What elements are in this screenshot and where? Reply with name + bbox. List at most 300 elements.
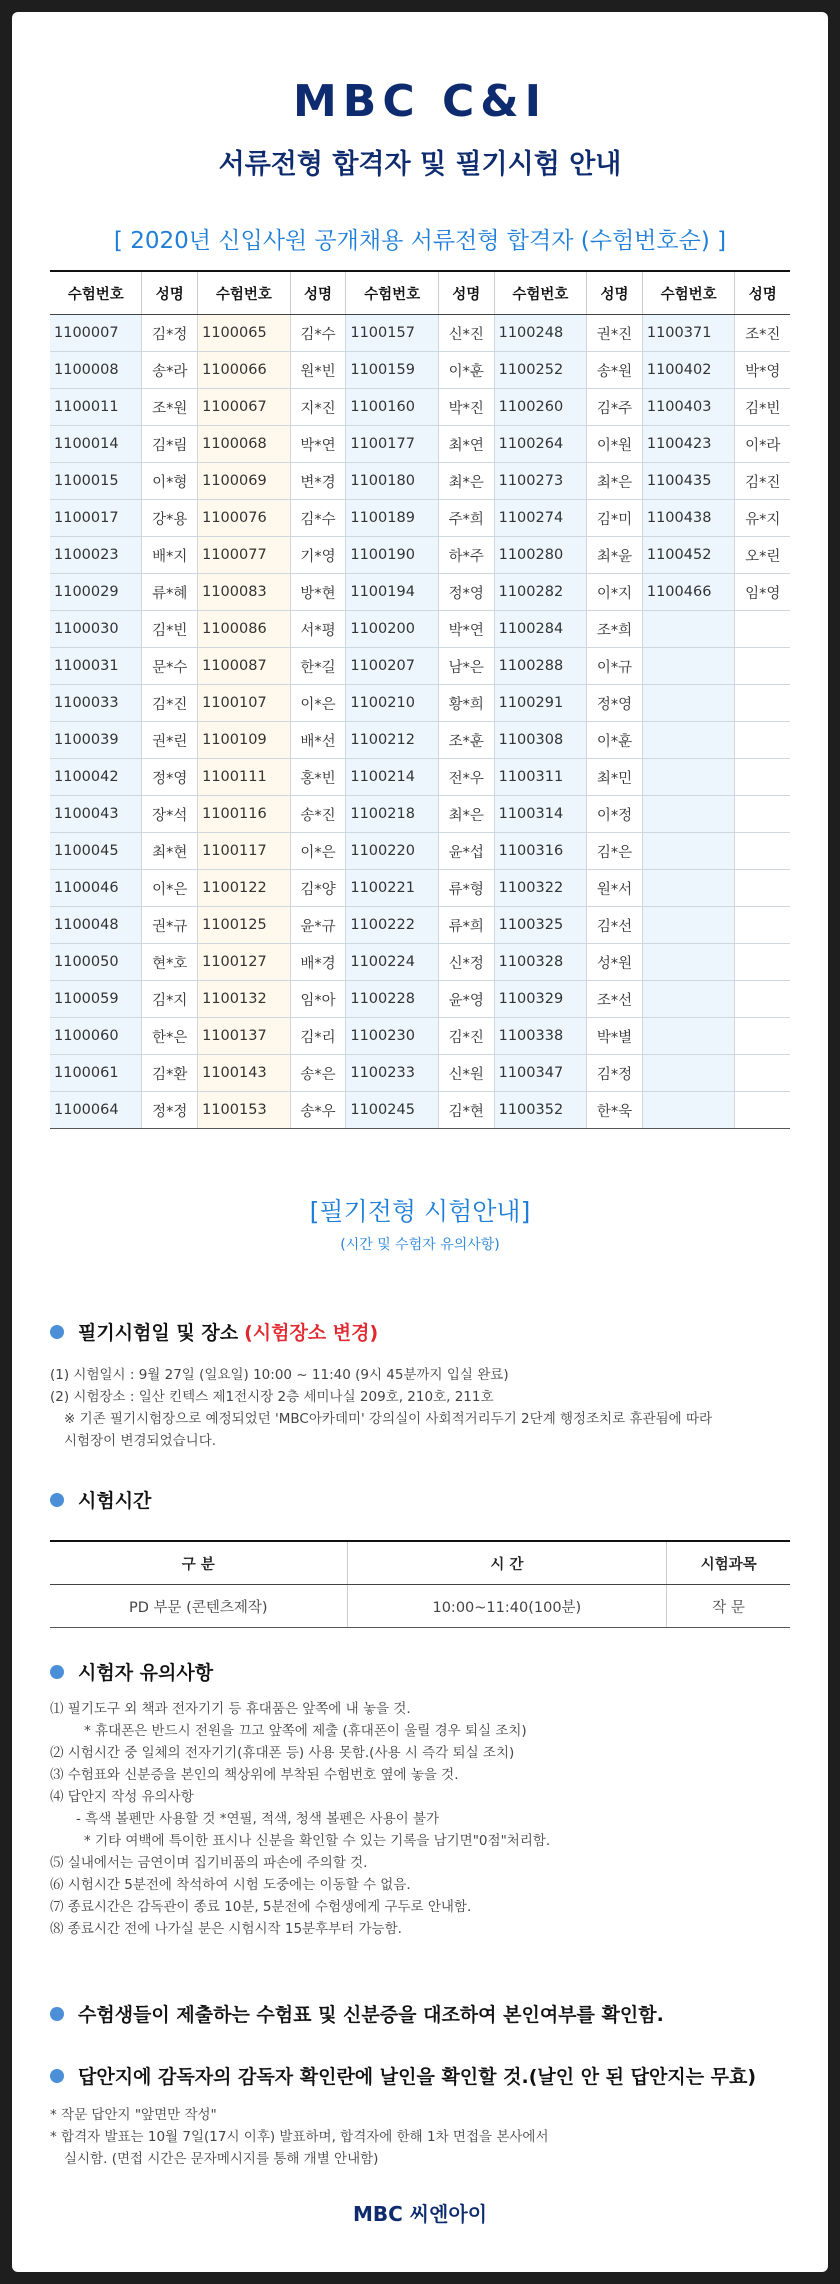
exam-number-cell: 1100423 [642, 426, 735, 463]
exam-number-cell: 1100245 [346, 1092, 439, 1129]
note-line: * 휴대폰은 반드시 전원을 끄고 앞쪽에 제출 (휴대폰이 울릴 경우 퇴실 조치) [84, 1723, 527, 1739]
name-cell: 송*라 [142, 352, 198, 389]
name-cell: 오*린 [735, 537, 790, 574]
exam-number-cell: 1100403 [642, 389, 735, 426]
bullet-icon [50, 1665, 64, 1679]
note-line: ⑷ 답안지 작성 유의사항 [50, 1789, 194, 1805]
name-cell: 김*빈 [735, 389, 790, 426]
name-cell: 윤*섭 [438, 833, 494, 870]
name-cell: 조*훈 [438, 722, 494, 759]
exam-number-cell: 1100190 [346, 537, 439, 574]
exam-number-cell: 1100067 [198, 389, 291, 426]
exam-number-cell: 1100043 [50, 796, 142, 833]
note-line: ⑵ 시험시간 중 일체의 전자기기(휴대폰 등) 사용 못함.(사용 시 즉각 퇴실 조치) [50, 1745, 515, 1761]
exam-number-cell: 1100153 [198, 1092, 291, 1129]
exam-number-cell: 1100064 [50, 1092, 142, 1129]
table-row [50, 648, 790, 685]
exam-number-cell: 1100107 [198, 685, 291, 722]
name-cell: 류*희 [438, 907, 494, 944]
name-cell: 서*평 [290, 611, 346, 648]
name-cell: 문*수 [142, 648, 198, 685]
roster-title: [ 2020년 신입사원 공개채용 서류전형 합격자 (수험번호순) ] [113, 228, 727, 254]
exam-number-cell: 1100207 [346, 648, 439, 685]
exam-number-cell: 1100260 [494, 389, 587, 426]
table-row [50, 833, 790, 870]
exam-number-cell: 1100329 [494, 981, 587, 1018]
name-cell: 이*훈 [587, 722, 643, 759]
exam-number-cell: 1100137 [198, 1018, 291, 1055]
exam-number-cell [642, 722, 735, 759]
name-cell [735, 1055, 790, 1092]
note-line: 실시함. (면접 시간은 문자메시지를 통해 개별 안내함) [64, 2151, 379, 2167]
exam-number-cell [642, 685, 735, 722]
exam-number-cell [642, 870, 735, 907]
note-line: ⑹ 시험시간 5분전에 착석하여 시험 도중에는 이동할 수 없음. [50, 1877, 411, 1893]
name-cell: 김*진 [735, 463, 790, 500]
exam-number-cell [642, 1055, 735, 1092]
exam-number-cell: 1100065 [198, 315, 291, 352]
exam-number-cell: 1100077 [198, 537, 291, 574]
exam-number-cell: 1100252 [494, 352, 587, 389]
name-cell: 박*연 [290, 426, 346, 463]
exam-number-cell: 1100282 [494, 574, 587, 611]
exam-number-cell: 1100316 [494, 833, 587, 870]
page-title: 서류전형 합격자 및 필기시험 안내 [218, 149, 622, 180]
exam-number-cell: 1100125 [198, 907, 291, 944]
notice-card [12, 12, 828, 2272]
exam-number-cell: 1100015 [50, 463, 142, 500]
exam-place-details [50, 1364, 790, 1452]
exam-number-cell: 1100033 [50, 685, 142, 722]
name-cell: 조*희 [587, 611, 643, 648]
exam-number-cell: 1100291 [494, 685, 587, 722]
note-line: ⑶ 수험표와 신분증을 본인의 책상위에 부착된 수험번호 옆에 놓을 것. [50, 1767, 459, 1783]
exam-number-cell: 1100042 [50, 759, 142, 796]
name-cell: 류*형 [438, 870, 494, 907]
name-cell: 송*우 [290, 1092, 346, 1129]
exam-number-cell: 1100087 [198, 648, 291, 685]
exam-number-cell [642, 1018, 735, 1055]
exam-number-cell: 1100122 [198, 870, 291, 907]
exam-number-cell [642, 981, 735, 1018]
exam-number-cell: 1100045 [50, 833, 142, 870]
col-header-number: 수험번호 [198, 271, 291, 315]
table-row [50, 574, 790, 611]
exam-number-cell: 1100008 [50, 352, 142, 389]
exam-number-cell: 1100322 [494, 870, 587, 907]
name-cell [735, 685, 790, 722]
exam-number-cell: 1100308 [494, 722, 587, 759]
exam-number-cell: 1100014 [50, 426, 142, 463]
name-cell: 김*환 [142, 1055, 198, 1092]
name-cell: 이*은 [290, 833, 346, 870]
exam-number-cell [642, 907, 735, 944]
name-cell: 권*린 [142, 722, 198, 759]
exam-number-cell: 1100311 [494, 759, 587, 796]
footer-logo: MBC 씨엔아이 [352, 2202, 488, 2226]
heading-text: 시험자 유의사항 [78, 1662, 214, 1684]
exam-number-cell [642, 796, 735, 833]
exam-number-cell: 1100233 [346, 1055, 439, 1092]
name-cell: 정*영 [438, 574, 494, 611]
name-cell: 윤*규 [290, 907, 346, 944]
exam-number-cell: 1100111 [198, 759, 291, 796]
exam-number-cell: 1100050 [50, 944, 142, 981]
exam-number-cell: 1100222 [346, 907, 439, 944]
name-cell: 한*은 [142, 1018, 198, 1055]
exam-number-cell: 1100210 [346, 685, 439, 722]
name-cell [735, 833, 790, 870]
col-header-subject: 시험과목 [667, 1541, 790, 1585]
mbc-ci-logo: MBC C&I [293, 76, 547, 127]
subject-cell: 작 문 [667, 1585, 790, 1628]
name-cell: 신*정 [438, 944, 494, 981]
exam-number-cell: 1100221 [346, 870, 439, 907]
col-header-number: 수험번호 [50, 271, 142, 315]
exam-number-cell: 1100086 [198, 611, 291, 648]
col-header-name: 성명 [735, 271, 790, 315]
name-cell: 정*영 [142, 759, 198, 796]
name-cell: 지*진 [290, 389, 346, 426]
table-row [50, 315, 790, 352]
exam-number-cell: 1100068 [198, 426, 291, 463]
exam-number-cell: 1100061 [50, 1055, 142, 1092]
note-line: * 합격자 발표는 10월 7일(17시 이후) 발표하며, 합격자에 한해 1차 면접을 본사에서 [50, 2129, 549, 2145]
exam-number-cell: 1100194 [346, 574, 439, 611]
name-cell [735, 907, 790, 944]
name-cell: 최*은 [438, 796, 494, 833]
table-row [50, 981, 790, 1018]
exam-number-cell [642, 1092, 735, 1129]
exam-number-cell: 1100288 [494, 648, 587, 685]
name-cell: 권*진 [587, 315, 643, 352]
table-body [50, 315, 790, 1129]
name-cell: 신*진 [438, 315, 494, 352]
name-cell: 김*은 [587, 833, 643, 870]
table-header-row [50, 271, 790, 315]
exam-number-cell: 1100017 [50, 500, 142, 537]
seal-check-heading [50, 2062, 756, 2089]
name-cell: 현*호 [142, 944, 198, 981]
name-cell: 최*현 [142, 833, 198, 870]
exam-section-title: [필기전형 시험안내] [309, 1197, 531, 1226]
detail-line: ※ 기존 필기시험장으로 예정되었던 'MBC아카데미' 강의실이 사회적거리두기 2단계 행정조치로 휴관됨에 따라 [64, 1411, 713, 1427]
col-header-number: 수험번호 [346, 271, 439, 315]
exam-number-cell: 1100007 [50, 315, 142, 352]
exam-number-cell: 1100109 [198, 722, 291, 759]
exam-number-cell: 1100212 [346, 722, 439, 759]
name-cell: 유*지 [735, 500, 790, 537]
heading-text: 필기시험일 및 장소 [78, 1322, 239, 1344]
col-header-category: 구 분 [50, 1541, 347, 1585]
name-cell: 황*희 [438, 685, 494, 722]
col-header-name: 성명 [290, 271, 346, 315]
name-cell: 홍*빈 [290, 759, 346, 796]
table-row [50, 500, 790, 537]
exam-number-cell: 1100274 [494, 500, 587, 537]
name-cell: 조*선 [587, 981, 643, 1018]
exam-number-cell: 1100224 [346, 944, 439, 981]
exam-number-cell: 1100189 [346, 500, 439, 537]
name-cell: 김*림 [142, 426, 198, 463]
heading-text: 시험시간 [78, 1490, 152, 1512]
exam-number-cell [642, 611, 735, 648]
exam-number-cell: 1100046 [50, 870, 142, 907]
name-cell: 박*진 [438, 389, 494, 426]
table-row [50, 389, 790, 426]
name-cell: 윤*영 [438, 981, 494, 1018]
name-cell: 배*경 [290, 944, 346, 981]
exam-number-cell: 1100466 [642, 574, 735, 611]
name-cell: 최*윤 [587, 537, 643, 574]
name-cell: 이*정 [587, 796, 643, 833]
note-line: ⑻ 종료시간 전에 나가실 분은 시험시작 15분후부터 가능함. [50, 1921, 402, 1937]
exam-number-cell: 1100030 [50, 611, 142, 648]
name-cell: 전*우 [438, 759, 494, 796]
notes-list [50, 1698, 790, 1940]
name-cell: 하*주 [438, 537, 494, 574]
exam-number-cell: 1100116 [198, 796, 291, 833]
name-cell: 임*아 [290, 981, 346, 1018]
name-cell: 한*길 [290, 648, 346, 685]
table-row [50, 907, 790, 944]
exam-number-cell [642, 648, 735, 685]
exam-number-cell: 1100325 [494, 907, 587, 944]
name-cell [735, 796, 790, 833]
exam-number-cell: 1100435 [642, 463, 735, 500]
name-cell: 김*정 [587, 1055, 643, 1092]
exam-number-cell: 1100280 [494, 537, 587, 574]
name-cell: 배*지 [142, 537, 198, 574]
name-cell [735, 648, 790, 685]
name-cell: 김*진 [142, 685, 198, 722]
table-row [50, 722, 790, 759]
id-check-heading [50, 2000, 664, 2027]
note-line: * 기타 여백에 특이한 표시나 신분을 확인할 수 있는 기록을 남기면"0점"처리함. [84, 1833, 551, 1849]
exam-number-cell: 1100159 [346, 352, 439, 389]
exam-number-cell [642, 759, 735, 796]
name-cell [735, 611, 790, 648]
name-cell: 박*연 [438, 611, 494, 648]
bullet-icon [50, 2069, 64, 2083]
col-header-name: 성명 [587, 271, 643, 315]
exam-number-cell: 1100347 [494, 1055, 587, 1092]
category-cell: PD 부문 (콘텐츠제작) [50, 1585, 347, 1628]
exam-number-cell: 1100048 [50, 907, 142, 944]
note-line: - 흑색 볼펜만 사용할 것 *연필, 적색, 청색 볼펜은 사용이 불가 [76, 1811, 440, 1827]
name-cell: 조*진 [735, 315, 790, 352]
exam-number-cell: 1100031 [50, 648, 142, 685]
name-cell: 김*현 [438, 1092, 494, 1129]
name-cell: 이*훈 [438, 352, 494, 389]
name-cell: 변*경 [290, 463, 346, 500]
note-line: ⑸ 실내에서는 금연이며 집기비품의 파손에 주의할 것. [50, 1855, 368, 1871]
name-cell: 강*용 [142, 500, 198, 537]
name-cell: 이*라 [735, 426, 790, 463]
name-cell: 이*은 [290, 685, 346, 722]
name-cell: 김*수 [290, 315, 346, 352]
table-row [50, 759, 790, 796]
name-cell: 이*규 [587, 648, 643, 685]
heading-text: 수험생들이 제출하는 수험표 및 신분증을 대조하여 본인여부를 확인함. [78, 2004, 664, 2026]
name-cell: 성*원 [587, 944, 643, 981]
exam-number-cell: 1100314 [494, 796, 587, 833]
exam-number-cell: 1100338 [494, 1018, 587, 1055]
exam-number-cell: 1100214 [346, 759, 439, 796]
name-cell: 정*영 [587, 685, 643, 722]
note-line: ⑺ 종료시간은 감독관이 종료 10분, 5분전에 수험생에게 구두로 안내함. [50, 1899, 472, 1915]
exam-number-cell: 1100352 [494, 1092, 587, 1129]
name-cell: 기*영 [290, 537, 346, 574]
detail-line: 시험장이 변경되었습니다. [64, 1433, 217, 1449]
passer-table [50, 270, 790, 1129]
table-row [50, 463, 790, 500]
name-cell: 최*연 [438, 426, 494, 463]
name-cell: 최*은 [587, 463, 643, 500]
exam-number-cell: 1100023 [50, 537, 142, 574]
bullet-icon [50, 2007, 64, 2021]
exam-number-cell: 1100328 [494, 944, 587, 981]
name-cell: 송*은 [290, 1055, 346, 1092]
name-cell: 주*희 [438, 500, 494, 537]
name-cell: 이*형 [142, 463, 198, 500]
exam-time-heading [50, 1486, 151, 1513]
name-cell: 원*서 [587, 870, 643, 907]
exam-number-cell: 1100143 [198, 1055, 291, 1092]
note-line: ⑴ 필기도구 외 책과 전자기기 등 휴대품은 앞쪽에 내 놓을 것. [50, 1701, 411, 1717]
name-cell: 정*정 [142, 1092, 198, 1129]
table-row [50, 944, 790, 981]
exam-number-cell: 1100220 [346, 833, 439, 870]
table-header-row [50, 1541, 790, 1585]
name-cell [735, 981, 790, 1018]
exam-number-cell: 1100117 [198, 833, 291, 870]
bullet-icon [50, 1493, 64, 1507]
exam-number-cell: 1100452 [642, 537, 735, 574]
table-row [50, 611, 790, 648]
name-cell: 김*진 [438, 1018, 494, 1055]
table-row [50, 352, 790, 389]
exam-number-cell: 1100039 [50, 722, 142, 759]
name-cell [735, 759, 790, 796]
table-row [50, 796, 790, 833]
table-row [50, 1585, 790, 1628]
exam-number-cell: 1100011 [50, 389, 142, 426]
exam-number-cell: 1100273 [494, 463, 587, 500]
name-cell: 박*별 [587, 1018, 643, 1055]
name-cell: 최*은 [438, 463, 494, 500]
note-line: * 작문 답안지 "앞면만 작성" [50, 2107, 217, 2123]
time-cell: 10:00~11:40(100분) [347, 1585, 667, 1628]
name-cell: 임*영 [735, 574, 790, 611]
exam-number-cell: 1100160 [346, 389, 439, 426]
exam-number-cell [642, 944, 735, 981]
exam-number-cell: 1100059 [50, 981, 142, 1018]
name-cell: 조*원 [142, 389, 198, 426]
name-cell [735, 722, 790, 759]
exam-number-cell: 1100029 [50, 574, 142, 611]
name-cell [735, 1092, 790, 1129]
name-cell: 이*지 [587, 574, 643, 611]
table-row [50, 1055, 790, 1092]
name-cell: 배*선 [290, 722, 346, 759]
name-cell: 한*욱 [587, 1092, 643, 1129]
detail-line: (1) 시험일시 : 9월 27일 (일요일) 10:00 ~ 11:40 (9시 45분까지 입실 완료) [50, 1367, 509, 1383]
exam-number-cell: 1100069 [198, 463, 291, 500]
name-cell: 김*미 [587, 500, 643, 537]
exam-number-cell: 1100284 [494, 611, 587, 648]
exam-place-heading [50, 1318, 378, 1345]
exam-section-subtitle: (시간 및 수험자 유의사항) [340, 1237, 500, 1253]
exam-number-cell: 1100076 [198, 500, 291, 537]
table-row [50, 870, 790, 907]
name-cell: 송*원 [587, 352, 643, 389]
name-cell: 원*빈 [290, 352, 346, 389]
name-cell: 송*진 [290, 796, 346, 833]
col-header-number: 수험번호 [642, 271, 735, 315]
name-cell: 장*석 [142, 796, 198, 833]
name-cell: 김*정 [142, 315, 198, 352]
name-cell: 김*양 [290, 870, 346, 907]
exam-number-cell: 1100177 [346, 426, 439, 463]
exam-number-cell: 1100066 [198, 352, 291, 389]
table-row [50, 685, 790, 722]
exam-number-cell: 1100371 [642, 315, 735, 352]
exam-time-table [50, 1540, 790, 1628]
exam-number-cell: 1100218 [346, 796, 439, 833]
col-header-name: 성명 [438, 271, 494, 315]
exam-number-cell: 1100157 [346, 315, 439, 352]
detail-line: (2) 시험장소 : 일산 킨텍스 제1전시장 2층 세미나실 209호, 210호, 211호 [50, 1389, 494, 1405]
table-row [50, 1092, 790, 1129]
exam-number-cell: 1100127 [198, 944, 291, 981]
exam-number-cell [642, 833, 735, 870]
col-header-time: 시 간 [347, 1541, 667, 1585]
name-cell: 김*리 [290, 1018, 346, 1055]
col-header-name: 성명 [142, 271, 198, 315]
exam-number-cell: 1100438 [642, 500, 735, 537]
name-cell: 김*선 [587, 907, 643, 944]
exam-number-cell: 1100200 [346, 611, 439, 648]
place-change-notice: (시험장소 변경) [244, 1322, 379, 1344]
name-cell [735, 1018, 790, 1055]
exam-number-cell: 1100083 [198, 574, 291, 611]
exam-number-cell: 1100132 [198, 981, 291, 1018]
table-row [50, 1018, 790, 1055]
name-cell: 남*은 [438, 648, 494, 685]
exam-number-cell: 1100230 [346, 1018, 439, 1055]
table-row [50, 537, 790, 574]
exam-number-cell: 1100180 [346, 463, 439, 500]
name-cell: 김*빈 [142, 611, 198, 648]
exam-number-cell: 1100248 [494, 315, 587, 352]
name-cell: 김*지 [142, 981, 198, 1018]
notes-heading [50, 1658, 213, 1685]
col-header-number: 수험번호 [494, 271, 587, 315]
name-cell: 박*영 [735, 352, 790, 389]
name-cell: 김*주 [587, 389, 643, 426]
exam-number-cell: 1100228 [346, 981, 439, 1018]
heading-text: 답안지에 감독자의 감독자 확인란에 날인을 확인할 것.(날인 안 된 답안지는 무효) [78, 2066, 757, 2088]
name-cell: 이*은 [142, 870, 198, 907]
table-row [50, 426, 790, 463]
exam-number-cell: 1100264 [494, 426, 587, 463]
exam-number-cell: 1100402 [642, 352, 735, 389]
name-cell [735, 870, 790, 907]
name-cell: 최*민 [587, 759, 643, 796]
exam-number-cell: 1100060 [50, 1018, 142, 1055]
name-cell: 신*원 [438, 1055, 494, 1092]
